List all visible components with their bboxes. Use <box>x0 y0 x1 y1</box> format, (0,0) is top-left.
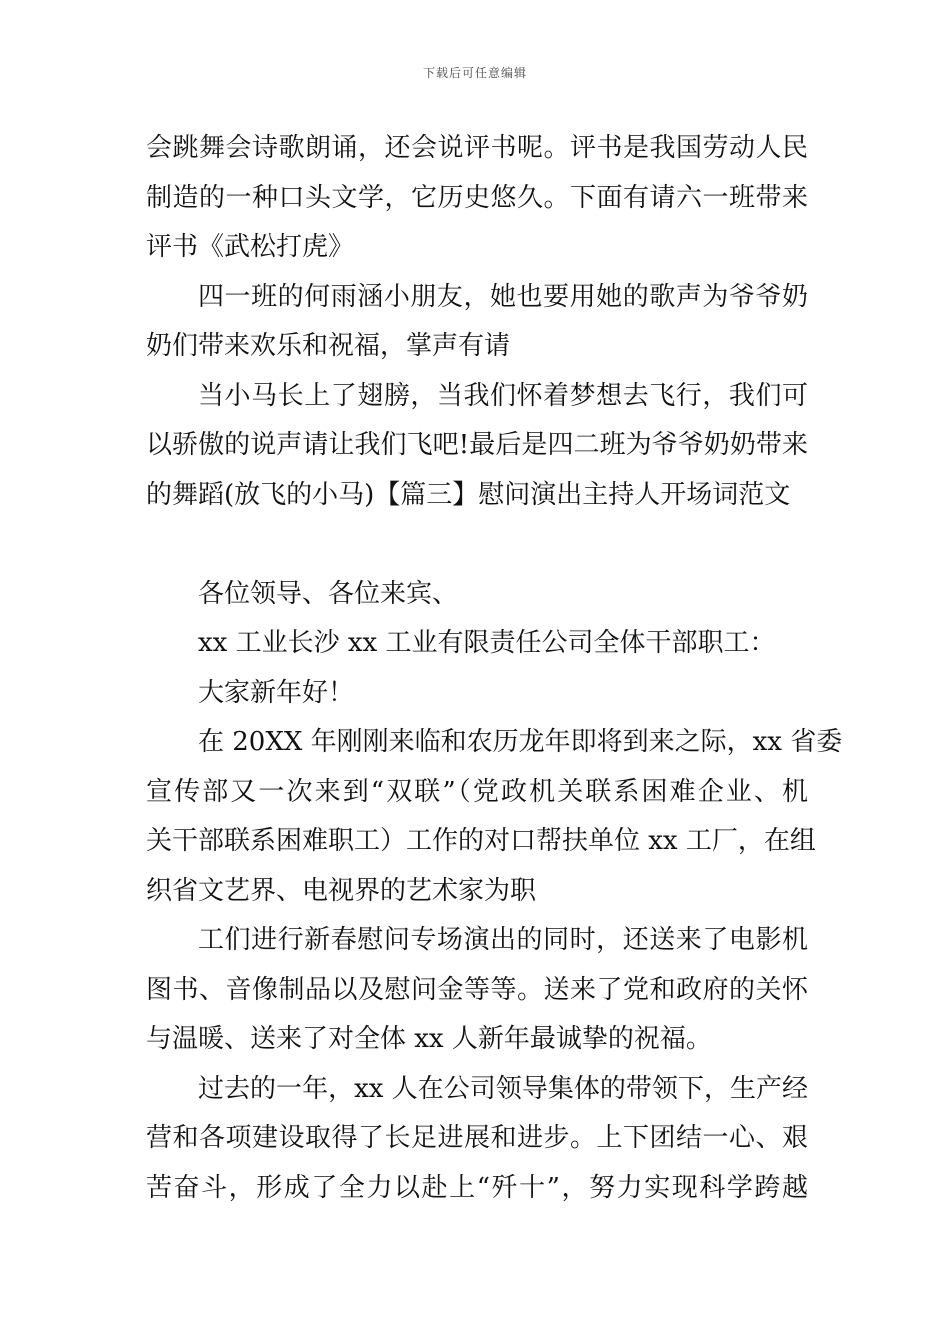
text-line: 在 20XX 年刚刚来临和农历龙年即将到来之际，xx 省委 <box>198 727 843 757</box>
text-line: 制造的一种口头文学，它历史悠久。下面有请六一班带来 <box>146 182 808 213</box>
page-header: 下载后可任意编辑 <box>422 66 527 80</box>
text-line: 关干部联系困难职工）工作的对口帮扶单位 xx 工厂，在组 <box>146 826 816 856</box>
text-line: 与温暖、送来了对全体 xx 人新年最诚挚的祝福。 <box>146 1024 712 1054</box>
text-line: 的舞蹈(放飞的小马)【篇三】慰问演出主持人开场词范文 <box>146 479 791 510</box>
paragraph <box>146 669 808 719</box>
text-line: 宣传部又一次来到“双联”（党政机关联系困难企业、机 <box>146 776 808 807</box>
paragraph <box>146 619 808 669</box>
text-line: 四一班的何雨涵小朋友，她也要用她的歌声为爷爷奶 <box>198 281 808 312</box>
paragraph <box>146 372 808 521</box>
text-line: 图书、音像制品以及慰问金等等。送来了党和政府的关怀 <box>146 974 808 1005</box>
paragraph <box>146 718 843 916</box>
paragraph <box>146 1065 808 1214</box>
text-line: 营和各项建设取得了长足进展和进步。上下团结一心、艰 <box>146 1123 808 1153</box>
paragraph-gap <box>146 520 808 570</box>
text-line: 会跳舞会诗歌朗诵，还会说评书呢。评书是我国劳动人民 <box>146 133 808 163</box>
paragraph <box>146 916 808 1065</box>
document-body <box>146 124 843 1213</box>
text-line: 苦奋斗，形成了全力以赴上“歼十”，努力实现科学跨越 <box>146 1172 808 1203</box>
text-line: 奶们带来欢乐和祝福，掌声有请 <box>146 331 511 361</box>
text-line: 评书《武松打虎》 <box>146 232 355 262</box>
paragraph <box>146 273 808 372</box>
text-line: 大家新年好！ <box>198 677 355 708</box>
text-line: xx 工业长沙 xx 工业有限责任公司全体干部职工： <box>198 628 776 658</box>
text-line: 工们进行新春慰问专场演出的同时，还送来了电影机 <box>198 925 808 955</box>
paragraph <box>146 570 808 620</box>
text-line: 各位领导、各位来宾、 <box>198 578 459 609</box>
text-line: 织省文艺界、电视界的艺术家为职 <box>146 875 537 906</box>
text-line: 以骄傲的说声请让我们飞吧!最后是四二班为爷爷奶奶带来 <box>146 430 808 460</box>
paragraph <box>146 124 808 273</box>
text-line: 过去的一年，xx 人在公司领导集体的带领下，生产经 <box>198 1073 808 1104</box>
text-line: 当小马长上了翅膀，当我们怀着梦想去飞行，我们可 <box>198 380 808 411</box>
